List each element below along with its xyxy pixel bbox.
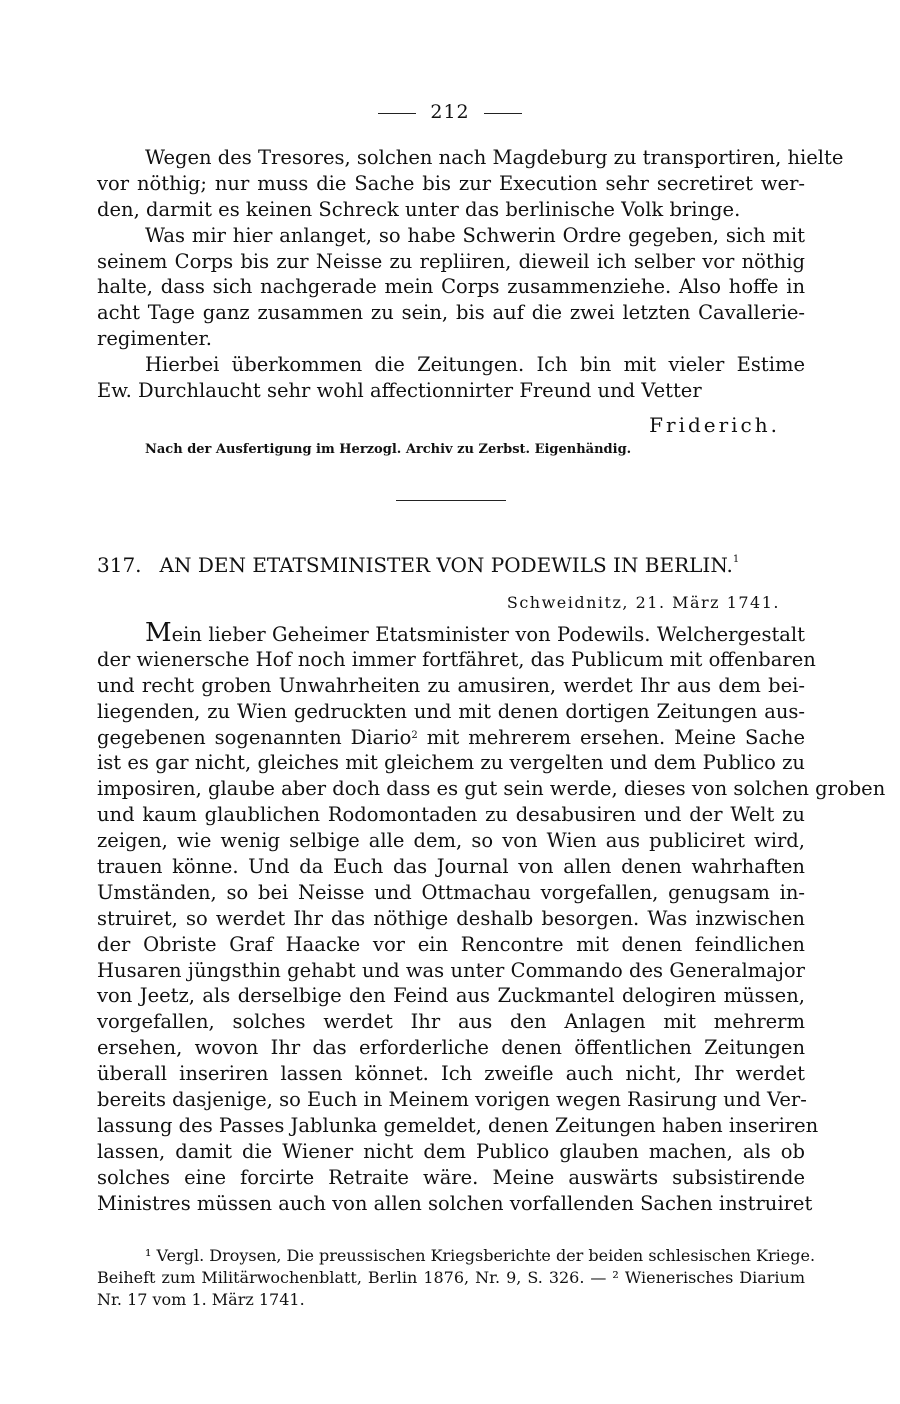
text-line: halte, dass sich nachgerade mein Corps zusammenziehe. Also hoffe in <box>97 275 805 299</box>
text-line: vorgefallen, solches werdet Ihr aus den Anlagen mit mehrerm <box>97 1010 805 1034</box>
text-line <box>97 618 805 648</box>
text-line: bereits dasjenige, so Euch in Meinem vorigen wegen Rasirung und Ver- <box>97 1088 807 1112</box>
text-line: acht Tage ganz zusammen zu sein, bis auf die zwei letzten Cavallerie- <box>97 301 805 325</box>
letter-body <box>97 618 886 1216</box>
diario-text: gegebenen sogenannten Diario <box>97 725 412 749</box>
page-number-text: 212 <box>430 101 470 123</box>
text-line: Umständen, so bei Neisse und Ottmachau vorgefallen, genugsam in- <box>97 880 805 904</box>
text-line: vor nöthig; nur muss die Sache bis zur Execution sehr secretiret wer- <box>97 171 805 195</box>
text-line: der Obriste Graf Haacke vor ein Rencontre mit denen feindlichen <box>97 932 805 956</box>
footnote-line: ¹ Vergl. Droysen, Die preussischen Kriegsberichte der beiden schlesischen Kriege. <box>145 1246 816 1265</box>
text-line: Wegen des Tresores, solchen nach Magdeburg zu transportiren, hielte <box>145 146 844 169</box>
letter-heading <box>97 553 739 577</box>
footnotes <box>97 1245 816 1311</box>
footnote-marker: 2 <box>411 729 418 741</box>
text-line: ist es gar nicht, gleiches mit gleichem zu vergelten und dem Publico zu <box>97 751 805 775</box>
section-separator <box>396 500 506 501</box>
first-line-text: ein lieber Geheimer Etatsminister von Podewils. Welchergestalt <box>171 623 805 646</box>
letter-title: AN DEN ETATSMINISTER VON PODEWILS IN BERLIN. <box>159 553 733 577</box>
text-line: Ew. Durchlaucht sehr wohl affectionnirter Freund und Vetter <box>97 379 702 403</box>
text-line: Was mir hier anlanget, so habe Schwerin Ordre gegeben, sich mit <box>145 223 805 247</box>
text-line: und recht groben Unwahrheiten zu amusiren, werdet Ihr aus dem bei- <box>97 673 805 697</box>
text-line: zeigen, wie wenig selbige alle dem, so von Wien aus publiciret wird, <box>97 829 805 853</box>
page-number-rule-left <box>378 113 416 114</box>
source-note: Nach der Ausfertigung im Herzogl. Archiv zu Zerbst. Eigenhändig. <box>145 442 632 457</box>
text-line: und kaum glaublichen Rodomontaden zu desabusiren und der Welt zu <box>97 803 805 827</box>
text-line: Husaren jüngsthin gehabt und was unter Commando des Generalmajor <box>97 958 805 982</box>
previous-letter-ending <box>97 145 844 404</box>
text-line: lassung des Passes Jablunka gemeldet, denen Zeitungen haben inseriren <box>97 1113 819 1137</box>
text-line: trauen könne. Und da Euch das Journal von allen denen wahrhaften <box>97 855 805 879</box>
heading-footnote-marker: 1 <box>732 554 740 565</box>
text-line: lassen, damit die Wiener nicht dem Publico glauben machen, als ob <box>97 1139 805 1163</box>
drop-cap: M <box>145 618 172 648</box>
signature: Friderich. <box>649 413 780 437</box>
text-line: regimenter. <box>97 327 212 351</box>
text-line: den, darmit es keinen Schreck unter das berlinische Volk bringe. <box>97 197 741 221</box>
letter-dateline: Schweidnitz, 21. März 1741. <box>506 593 780 612</box>
text-line: ersehen, wovon Ihr das erforderliche denen öffentlichen Zeitungen <box>97 1036 805 1060</box>
footnote-line: Beiheft zum Militärwochenblatt, Berlin 1876, Nr. 9, S. 326. — ² Wienerisches Diarium <box>97 1268 805 1287</box>
page-number <box>0 101 900 123</box>
text-line: überall inseriren lassen könnet. Ich zweifle auch nicht, Ihr werdet <box>97 1062 805 1086</box>
text-line: struiret, so werdet Ihr das nöthige deshalb besorgen. Was inzwischen <box>97 906 805 930</box>
footnote-line: Nr. 17 vom 1. März 1741. <box>97 1290 305 1309</box>
text-line: seinem Corps bis zur Neisse zu repliiren, dieweil ich selber vor nöthig <box>97 249 805 273</box>
text-line: solches eine forcirte Retraite wäre. Meine auswärts subsistirende <box>97 1165 805 1189</box>
letter-number: 317. <box>97 553 142 577</box>
text-line: Hierbei überkommen die Zeitungen. Ich bin mit vieler Estime <box>145 353 805 377</box>
text-line: imposiren, glaube aber doch dass es gut sein werde, dieses von solchen groben <box>97 777 886 801</box>
text-line: der wienersche Hof noch immer fortfähret, das Publicum mit offenbaren <box>97 647 816 671</box>
text-line: Ministres müssen auch von allen solchen vorfallenden Sachen instruiret <box>97 1191 813 1215</box>
text-line <box>97 725 805 751</box>
text-line: liegenden, zu Wien gedruckten und mit denen dortigen Zeitungen aus- <box>97 699 805 723</box>
diario-text-after: mit mehrerem ersehen. Meine Sache <box>417 725 805 749</box>
page-number-rule-right <box>484 113 522 114</box>
text-line: von Jeetz, als derselbige den Feind aus Zuckmantel delogiren müssen, <box>97 984 805 1008</box>
